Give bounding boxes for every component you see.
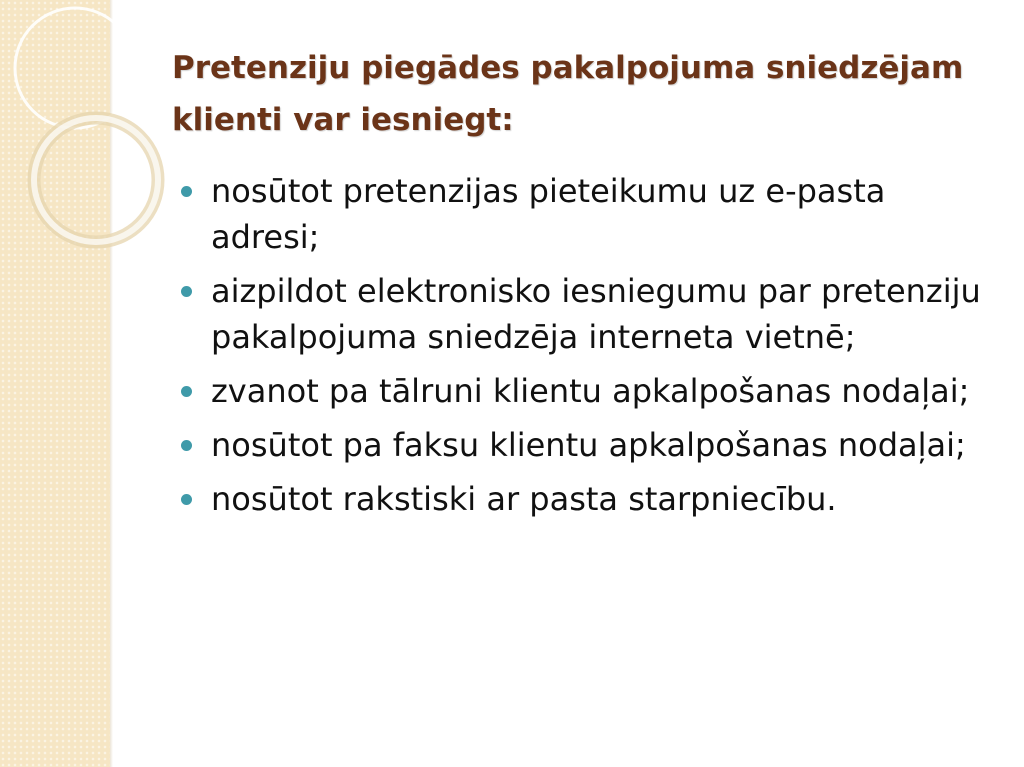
- bullet-list: [178, 168, 998, 530]
- bullet-text: nosūtot rakstiski ar pasta starpniecību.: [211, 480, 837, 518]
- bullet-icon: [181, 494, 192, 505]
- bullet-item: [178, 422, 998, 468]
- slide-title: Pretenziju piegādes pakalpojuma sniedzējam klienti var iesniegt:: [172, 50, 964, 138]
- bullet-text: aizpildot elektronisko iesniegumu par pretenziju pakalpojuma sniedzēja interneta vietnē;: [211, 272, 981, 356]
- upper-ring: [15, 8, 135, 128]
- bullet-item: [178, 476, 998, 522]
- decorative-rings: [0, 0, 200, 300]
- bullet-item: [178, 168, 998, 260]
- bullet-text: nosūtot pa faksu klientu apkalpošanas nodaļai;: [211, 426, 966, 464]
- bullet-icon: [181, 440, 192, 451]
- bullet-icon: [181, 386, 192, 397]
- lower-ring: [34, 118, 158, 242]
- bullet-text: zvanot pa tālruni klientu apkalpošanas nodaļai;: [211, 372, 970, 410]
- bullet-icon: [181, 286, 192, 297]
- bullet-item: [178, 268, 998, 360]
- bullet-icon: [181, 186, 192, 197]
- bullet-text: nosūtot pretenzijas pieteikumu uz e-pasta adresi;: [211, 172, 886, 256]
- bullet-item: [178, 368, 998, 414]
